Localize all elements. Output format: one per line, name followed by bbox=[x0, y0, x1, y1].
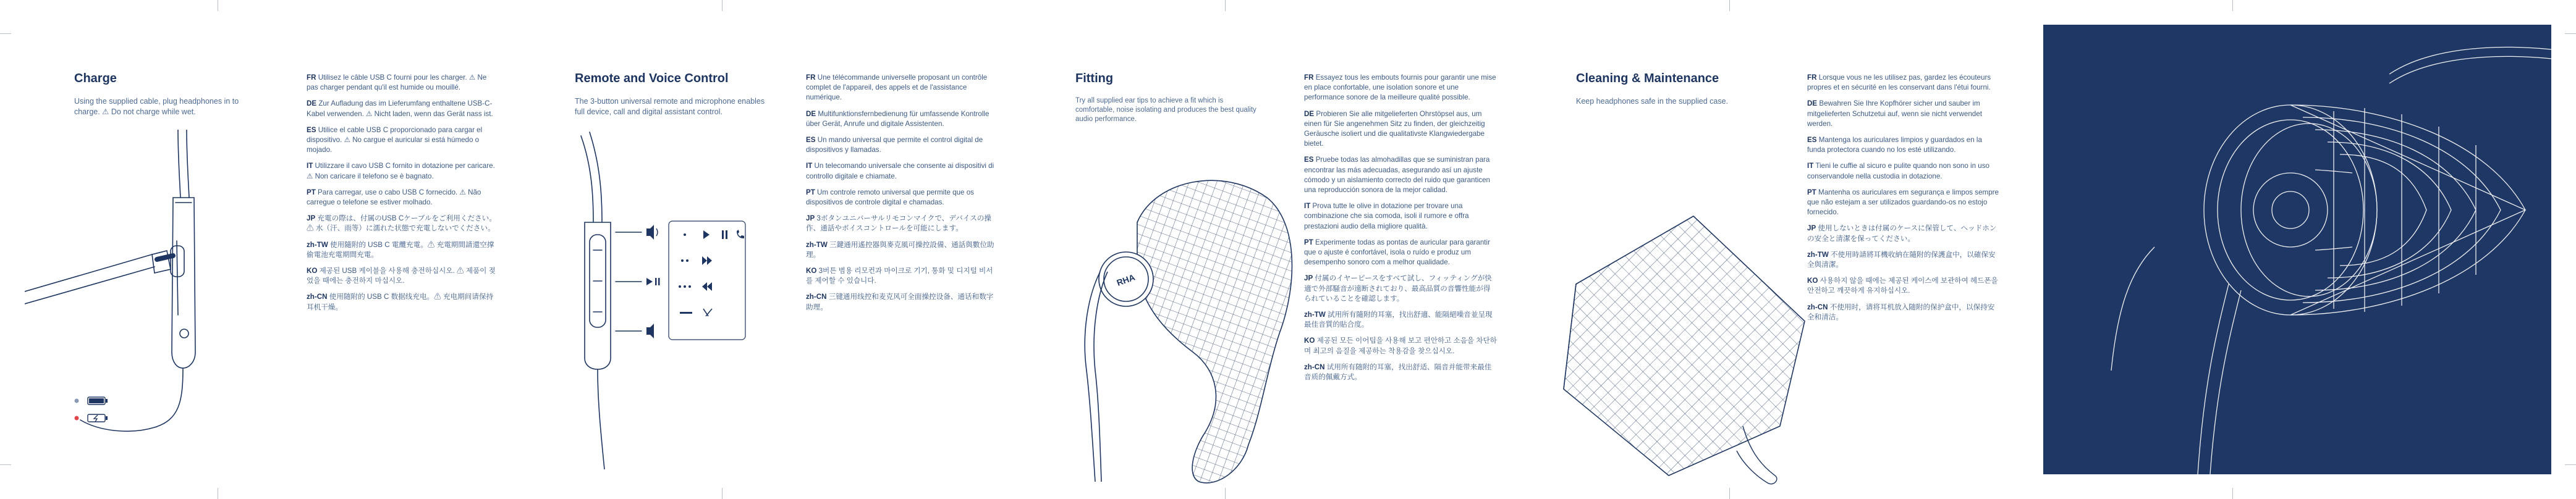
translation-text: Para carregar, use o cabo USB C fornecido. ⚠ Não carregue o telefone se estiver molhado. bbox=[307, 188, 481, 207]
lang-code: JP bbox=[1807, 224, 1816, 233]
translation-text: Zur Aufladung das im Lieferumfang enthaltene USB-C-Kabel verwenden. ⚠ Nicht laden, wenn das Gerät nass ist. bbox=[307, 99, 493, 118]
remote-translation-pt bbox=[806, 188, 999, 208]
play-pause-icon bbox=[646, 278, 660, 285]
charge-translation-de bbox=[307, 99, 498, 119]
cover-panel bbox=[2043, 25, 2551, 474]
remote-translation-de bbox=[806, 109, 999, 129]
translation-text: Utilisez le câble USB C fourni pour les charger. ⚠ Ne pas charger pendant qu'il est humide ou mouillé. bbox=[307, 73, 487, 92]
lang-code: IT bbox=[1807, 162, 1814, 170]
fitting-translations bbox=[1304, 73, 1497, 388]
translation-text: Um controle remoto universal que permite que os dispositivos de controle digital e chamadas. bbox=[806, 188, 974, 207]
lang-code: KO bbox=[1304, 337, 1315, 345]
remote-subtitle: The 3-button universal remote and microphone enables full device, call and digital assistant control. bbox=[575, 97, 765, 116]
charge-translation-zh-cn bbox=[307, 292, 498, 312]
translation-text: Mantenha os auriculares em segurança e limpos sempre que não estejam a ser utilizados guardando-os no estojo fornecido. bbox=[1807, 188, 1999, 217]
lang-code: zh-TW bbox=[806, 240, 828, 249]
cleaning-translation-jp bbox=[1807, 224, 1999, 243]
translation-text: Multifunktionsfernbedienung für umfassende Kontrolle über Gerät, Anrufe und digitale Assistenten. bbox=[806, 109, 989, 128]
lang-code: DE bbox=[1304, 109, 1315, 118]
lang-code: PT bbox=[1807, 188, 1816, 196]
translation-text: Experimente todas as pontas de auricular para garantir que o ajuste é confortável, isola o ruído e produz um desempenho sonoro com a melhor qualidade. bbox=[1304, 238, 1490, 267]
translation-text: Essayez tous les embouts fournis pour garantir une mise en place confortable, une isolation sonore et une performance sonore de la meilleure qualité possible. bbox=[1304, 73, 1496, 102]
translation-text: Bewahren Sie Ihre Kopfhörer sicher und sauber im mitgelieferten Schutzetui auf, wenn sie nicht verwendet werden. bbox=[1807, 99, 1982, 128]
remote-translation-ko bbox=[806, 266, 999, 286]
charge-translation-it bbox=[307, 161, 498, 181]
lang-code: JP bbox=[1304, 274, 1313, 283]
voice-assistant-icon bbox=[703, 309, 712, 316]
lang-code: ES bbox=[307, 125, 316, 134]
volume-up-icon bbox=[646, 225, 658, 240]
lang-code: zh-TW bbox=[307, 240, 328, 249]
translation-text: 使用随附的 USB C 数据线充电。⚠ 充电期间请保持耳机干燥。 bbox=[307, 293, 494, 311]
battery-full-icon bbox=[73, 395, 110, 409]
translation-text: 付属のイヤーピースをすべて試し、フィッティングが快適で外部騒音が遠断されており、最高品質の音響性能が得られていることを確認します。 bbox=[1304, 274, 1492, 303]
lang-code: PT bbox=[806, 188, 815, 196]
translation-text: 试用所有随附的耳塞，找出舒适、隔音并能带来最佳音质的佩戴方式。 bbox=[1304, 363, 1492, 382]
translation-text: 제공된 모든 이어팁을 사용해 보고 편안하고 소음을 차단하며 최고의 음질을 제공하는 착용감을 찾으십시오. bbox=[1304, 337, 1497, 355]
translation-text: 제공된 USB 케이블을 사용해 충전하십시오. ⚠ 제품이 젖었을 때에는 충전하지 마십시오. bbox=[307, 267, 496, 285]
translation-text: 使用隨附的 USB C 電纜充電。⚠ 充電期間請還空撑偷電池充電期間充電。 bbox=[307, 240, 494, 259]
skip-back-icon bbox=[702, 282, 712, 291]
lang-code: IT bbox=[307, 162, 313, 170]
lang-code: zh-CN bbox=[1807, 303, 1828, 311]
translation-text: 不使用時請將耳機收納在隨附的保護盒中，以確保安全與清潔。 bbox=[1807, 250, 1996, 269]
remote-translation-zh-cn bbox=[806, 292, 999, 312]
fitting-translation-de bbox=[1304, 109, 1497, 149]
remote-translations bbox=[806, 73, 999, 319]
lang-code: zh-CN bbox=[307, 293, 328, 301]
lang-code: FR bbox=[806, 73, 816, 82]
remote-translation-es bbox=[806, 135, 999, 155]
lang-code: IT bbox=[1304, 202, 1311, 211]
lang-code: PT bbox=[1304, 238, 1313, 246]
translation-text: Un mando universal que permite el control digital de dispositivos y llamadas. bbox=[806, 136, 983, 154]
lang-code: JP bbox=[806, 214, 815, 223]
translation-text: Prova tutte le olive in dotazione per trovare una combinazione che sia comoda, isoli il rumore e offra prestazioni audio della migliore qualità. bbox=[1304, 202, 1469, 230]
cleaning-translation-zh-tw bbox=[1807, 250, 1999, 270]
cleaning-translation-zh-cn bbox=[1807, 303, 1999, 322]
translation-text: Une télécommande universelle proposant un contrôle complet de l'appareil, des appels et de l'assistance numérique. bbox=[806, 73, 988, 102]
cleaning-title: Cleaning & Maintenance bbox=[1576, 72, 1719, 85]
translation-text: 不使用时，请将耳机放入随附的保护盒中，以保持安全和清洁。 bbox=[1807, 303, 1995, 321]
volume-down-icon bbox=[646, 324, 654, 338]
cleaning-translation-es bbox=[1807, 135, 1999, 155]
translation-text: 三键通用线控和麦克风可全面操控设备、通话和数字助理。 bbox=[806, 293, 994, 311]
lang-code: IT bbox=[806, 162, 813, 170]
translation-text: 三鍵通用遙控器與麥克風可操控設備、通話與數位助理。 bbox=[806, 240, 994, 259]
translation-text: Un telecomando universale che consente ai dispositivi di controllo digitale e chiamate. bbox=[806, 162, 994, 180]
remote-translation-fr bbox=[806, 73, 999, 103]
charge-illustration bbox=[25, 130, 284, 438]
lang-code: FR bbox=[1304, 73, 1314, 82]
translation-text: 試用所有隨附的耳塞，找出舒適、能隔絕噪音並呈現最佳音質的貼合度。 bbox=[1304, 311, 1493, 329]
cleaning-translations bbox=[1807, 73, 1999, 329]
battery-charging-icon bbox=[73, 413, 110, 427]
charge-translation-pt bbox=[307, 188, 498, 208]
cleaning-translation-fr bbox=[1807, 73, 1999, 93]
translation-text: 사용하지 않을 때에는 제공된 케이스에 보관하여 헤드폰을 안전하고 깨끗하게 유지하십시오. bbox=[1807, 277, 1998, 295]
skip-forward-icon bbox=[702, 256, 712, 265]
lang-code: DE bbox=[307, 99, 317, 108]
lang-code: DE bbox=[806, 109, 816, 118]
charge-translation-ko bbox=[307, 266, 498, 286]
lang-code: JP bbox=[307, 214, 316, 223]
charge-subtitle: Using the supplied cable, plug headphones in to charge. ⚠ Do not charge while wet. bbox=[74, 97, 239, 116]
fitting-translation-it bbox=[1304, 201, 1497, 232]
cleaning-translation-pt bbox=[1807, 188, 1999, 218]
lang-code: FR bbox=[307, 73, 316, 82]
charge-translation-es bbox=[307, 125, 498, 156]
fitting-translation-jp bbox=[1304, 274, 1497, 304]
lang-code: zh-CN bbox=[1304, 363, 1325, 371]
translation-text: Mantenga los auriculares limpios y guardados en la funda protectora cuando no los esté utilizando. bbox=[1807, 136, 1982, 154]
fitting-translation-zh-tw bbox=[1304, 310, 1497, 330]
charge-translation-jp bbox=[307, 214, 498, 233]
fitting-translation-pt bbox=[1304, 238, 1497, 268]
cleaning-subtitle: Keep headphones safe in the supplied case. bbox=[1576, 97, 1729, 106]
fitting-translation-ko bbox=[1304, 336, 1497, 356]
charge-translation-zh-tw bbox=[307, 240, 498, 260]
translation-text: Probieren Sie alle mitgelieferten Ohrstöpsel aus, um einen für Sie angenehmen Sitz zu finden, der gleichzeitig Geräusche isoliert und die qualitativste Klangwiedergabe bietet. bbox=[1304, 109, 1485, 148]
remote-translation-zh-tw bbox=[806, 240, 999, 260]
translation-text: 充電の際は、付属のUSB Cケーブルをご利用ください。⚠ 水（汗、雨等）に濡れた状態で充電しないでください。 bbox=[307, 214, 496, 233]
lang-code: KO bbox=[307, 267, 318, 275]
translation-text: 3버튼 범용 리모컨과 마이크로 기기, 통화 및 디지털 비서를 제어할 수 있습니다. bbox=[806, 267, 993, 285]
remote-translation-it bbox=[806, 161, 999, 181]
fitting-subtitle: Try all supplied ear tips to achieve a fit which is comfortable, noise isolating and produces the best quality audio performance. bbox=[1075, 97, 1256, 123]
lang-code: ES bbox=[1807, 136, 1817, 145]
lang-code: zh-TW bbox=[1304, 311, 1326, 319]
fitting-translation-es bbox=[1304, 155, 1497, 195]
phone-icon bbox=[737, 230, 744, 238]
remote-illustration bbox=[556, 124, 803, 469]
cleaning-translation-it bbox=[1807, 161, 1999, 181]
lang-code: ES bbox=[806, 136, 816, 145]
lang-code: DE bbox=[1807, 99, 1818, 108]
translation-text: Lorsque vous ne les utilisez pas, gardez les écouteurs propres et en sécurité en les conservant dans l'étui fourni. bbox=[1807, 73, 1991, 92]
cleaning-translation-de bbox=[1807, 99, 1999, 129]
brand-logo: RHA bbox=[1115, 272, 1137, 288]
translation-text: Utilice el cable USB C proporcionado para cargar el dispositivo. ⚠ No cargue el auricular si está húmedo o mojado. bbox=[307, 125, 483, 154]
translation-text: Tieni le cuffie al sicuro e pulite quando non sono in uso conservandole nella custodia in dotazione. bbox=[1807, 162, 1989, 180]
lang-code: FR bbox=[1807, 73, 1817, 82]
translation-text: Pruebe todas las almohadillas que se suministran para encontrar las más adecuadas, asegurando así un ajuste cómodo y un aislamiento correcto del ruido que garanticen una reproducción sonora de la mejor calidad. bbox=[1304, 156, 1490, 195]
translation-text: 3ボタンユニバーサルリモコンマイクで、デバイスの操作、通話やボイスコントロールを可能にします。 bbox=[806, 214, 992, 233]
lang-code: PT bbox=[307, 188, 316, 196]
earphone-wireframe bbox=[2043, 25, 2551, 474]
translation-text: Utilizzare il cavo USB C fornito in dotazione per caricare. ⚠ Non caricare il telefono se è bagnato. bbox=[307, 162, 495, 180]
fitting-translation-fr bbox=[1304, 73, 1497, 103]
lang-code: ES bbox=[1304, 156, 1314, 164]
cleaning-translation-ko bbox=[1807, 276, 1999, 296]
translation-text: 使用しないときは付属のケースに保管して、ヘッドホンの安全と清潔を保ってください。 bbox=[1807, 224, 1997, 243]
lang-code: KO bbox=[1807, 277, 1818, 285]
charge-title: Charge bbox=[74, 72, 117, 85]
charge-translation-fr bbox=[307, 73, 498, 93]
remote-translation-jp bbox=[806, 214, 999, 233]
remote-title: Remote and Voice Control bbox=[575, 72, 729, 85]
fitting-title: Fitting bbox=[1075, 72, 1114, 85]
case-illustration bbox=[1545, 204, 1817, 494]
lang-code: KO bbox=[806, 267, 817, 275]
fitting-illustration bbox=[1063, 124, 1323, 494]
charge-translations bbox=[307, 73, 498, 319]
lang-code: zh-TW bbox=[1807, 250, 1829, 259]
fitting-translation-zh-cn bbox=[1304, 363, 1497, 382]
lang-code: zh-CN bbox=[806, 293, 827, 301]
